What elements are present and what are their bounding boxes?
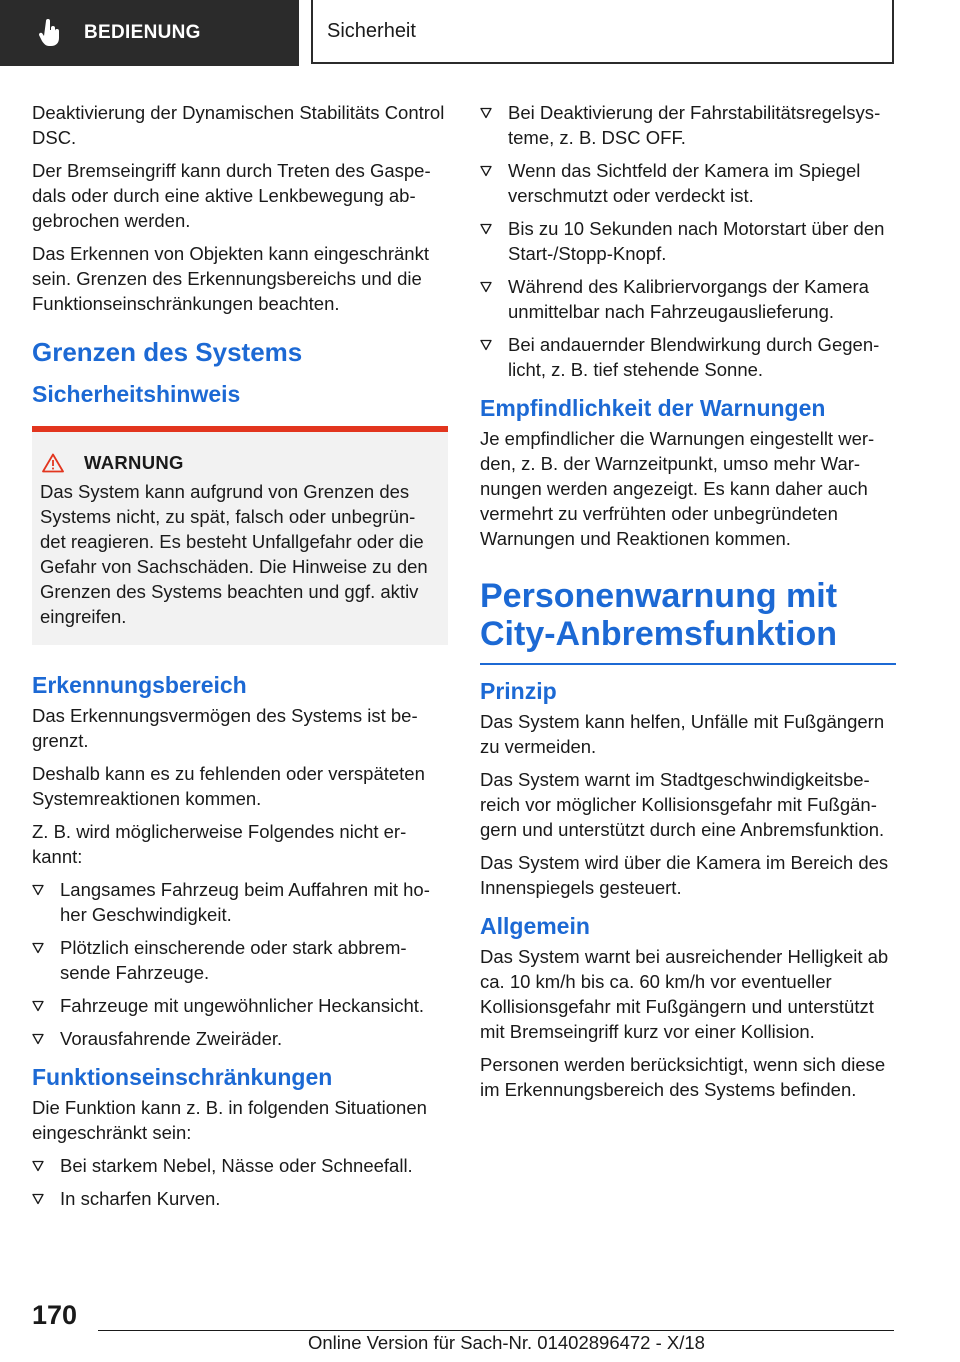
section-tab[interactable] xyxy=(0,0,299,66)
triangle-bullet-icon xyxy=(32,1000,44,1012)
left-column xyxy=(32,100,448,1219)
paragraph: Z. B. wird möglicherweise Folgendes nicht erkannt: xyxy=(32,821,407,867)
list-item xyxy=(32,1153,448,1178)
list-item xyxy=(480,158,896,208)
bullet-list xyxy=(32,877,448,1051)
triangle-bullet-icon xyxy=(480,281,492,293)
list-item-text: Vorausfahrende Zweiräder. xyxy=(60,1028,283,1049)
paragraph: Das Erkennungsvermögen des Systems ist begrenzt. xyxy=(32,705,418,751)
paragraph: Das System wird über die Kamera im Bereich des Innenspiegels gesteuert. xyxy=(480,852,889,898)
list-item xyxy=(32,935,448,985)
triangle-bullet-icon xyxy=(32,1160,44,1172)
list-item-text: Bei Deaktivierung der Fahrstabilitätsregelsysteme, z. B. DSC OFF. xyxy=(508,102,881,148)
chapter-label: Sicherheit xyxy=(327,19,416,42)
list-item-text: Während des Kalibriervorgangs der Kamera unmittelbar nach Fahrzeugauslieferung. xyxy=(508,276,869,322)
triangle-bullet-icon xyxy=(32,1193,44,1205)
list-item-text: Langsames Fahrzeug beim Auffahren mit hoher Geschwindigkeit. xyxy=(60,879,430,925)
page-header xyxy=(0,0,960,66)
list-item xyxy=(480,332,896,382)
paragraph: Das System kann helfen, Unfälle mit Fußgängern zu vermeiden. xyxy=(480,711,885,757)
warning-text: Das System kann aufgrund von Grenzen des Systems nicht, zu spät, falsch oder unbegründet reagieren. Es besteht Unfallgefahr oder die Gefahr von Sachschäden. Die Hinweise zu den Grenzen des Systems beachten und ggf. aktiv eingreifen. xyxy=(40,481,428,627)
triangle-bullet-icon xyxy=(480,339,492,351)
triangle-bullet-icon xyxy=(480,165,492,177)
list-item xyxy=(32,1186,448,1211)
subsection-heading: Erkennungsbereich xyxy=(32,672,247,698)
list-item xyxy=(32,1026,448,1051)
section-label: BEDIENUNG xyxy=(84,22,201,43)
chapter-heading: Personenwarnung mit City-Anbremsfunktion xyxy=(480,577,896,665)
list-item xyxy=(480,274,896,324)
subsection-heading: Allgemein xyxy=(480,913,590,939)
subsection-heading: Funktionseinschränkungen xyxy=(32,1064,333,1090)
list-item xyxy=(480,216,896,266)
list-item-text: Fahrzeuge mit ungewöhnlicher Heckansicht. xyxy=(60,995,425,1016)
triangle-bullet-icon xyxy=(32,884,44,896)
paragraph: Deaktivierung der Dynamischen Stabilitäts Control DSC. xyxy=(32,102,445,148)
right-column xyxy=(480,100,896,1110)
list-item xyxy=(32,877,448,927)
list-item xyxy=(32,993,448,1018)
section-heading: Grenzen des Systems xyxy=(32,337,303,367)
footer-note: Online Version für Sach-Nr. 01402896472 - X/18 xyxy=(308,1332,705,1353)
paragraph: Je empfindlicher die Warnungen eingestellt werden, z. B. der Warnzeitpunkt, umso mehr Warnungen werden angezeigt. Es kann daher auch vermehrt zu verfrühten oder unbegründeten Warnungen und Reaktionen kommen. xyxy=(480,428,875,549)
triangle-bullet-icon xyxy=(480,223,492,235)
footer-divider xyxy=(98,1330,894,1331)
triangle-bullet-icon xyxy=(32,942,44,954)
list-item-text: Wenn das Sichtfeld der Kamera im Spiegel verschmutzt oder verdeckt ist. xyxy=(508,160,861,206)
list-item-text: In scharfen Kurven. xyxy=(60,1188,221,1209)
bullet-list xyxy=(480,100,896,382)
hand-pointer-icon xyxy=(38,19,62,47)
warning-triangle-icon xyxy=(42,453,64,473)
page-number: 170 xyxy=(32,1300,78,1330)
warning-box xyxy=(32,426,448,645)
triangle-bullet-icon xyxy=(480,107,492,119)
list-item-text: Plötzlich einscherende oder stark abbremsende Fahrzeuge. xyxy=(60,937,407,983)
list-item-text: Bis zu 10 Sekunden nach Motorstart über den Start-/Stopp-Knopf. xyxy=(508,218,885,264)
chapter-tab[interactable] xyxy=(311,0,894,64)
subsection-heading: Empfindlichkeit der Warnungen xyxy=(480,395,826,421)
list-item-text: Bei andauernder Blendwirkung durch Gegenlicht, z. B. tief stehende Sonne. xyxy=(508,334,880,380)
bullet-list xyxy=(32,1153,448,1211)
list-item-text: Bei starkem Nebel, Nässe oder Schneefall. xyxy=(60,1155,413,1176)
subsection-heading: Sicherheitshinweis xyxy=(32,381,241,407)
paragraph: Die Funktion kann z. B. in folgenden Situationen eingeschränkt sein: xyxy=(32,1097,427,1143)
list-item xyxy=(480,100,896,150)
paragraph: Deshalb kann es zu fehlenden oder verspäteten Systemreaktionen kommen. xyxy=(32,763,425,809)
warning-header xyxy=(40,450,434,475)
paragraph: Das Erkennen von Objekten kann eingeschränkt sein. Grenzen des Erkennungsbereichs und die Funktionseinschränkungen beachten. xyxy=(32,243,429,314)
paragraph: Das System warnt bei ausreichender Helligkeit ab ca. 10 km/h bis ca. 60 km/h vor eventueller Kollisionsgefahr mit Fußgängern und unterstützt mit Bremseingriff kurz vor einer Kollision. xyxy=(480,946,889,1042)
paragraph: Das System warnt im Stadtgeschwindigkeitsbereich vor möglicher Kollisionsgefahr mit Fußgängern und unterstützt durch eine Anbremsfunktion. xyxy=(480,769,885,840)
subsection-heading: Prinzip xyxy=(480,678,557,704)
paragraph: Der Bremseingriff kann durch Treten des Gaspedals oder durch eine aktive Lenkbewegung abgebrochen werden. xyxy=(32,160,431,231)
paragraph: Personen werden berücksichtigt, wenn sich diese im Erkennungsbereich des Systems befinden. xyxy=(480,1054,886,1100)
warning-title: WARNUNG xyxy=(84,452,184,473)
triangle-bullet-icon xyxy=(32,1033,44,1045)
